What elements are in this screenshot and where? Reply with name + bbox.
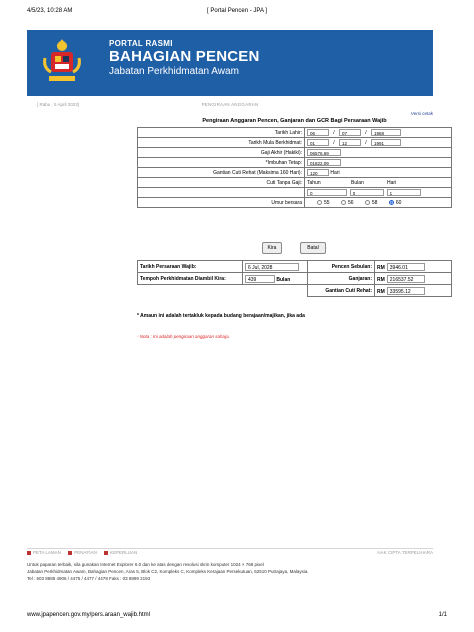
umur-55-radio[interactable] bbox=[317, 200, 322, 205]
footer-info bbox=[27, 561, 433, 582]
umur-58-radio[interactable] bbox=[365, 200, 370, 205]
note-anggaran: - Nota : Ini adalah pengiraan anggaran sahaja. bbox=[137, 334, 230, 339]
row-cuti-values bbox=[138, 188, 452, 198]
print-url: www.jpapencen.gov.my/pers.araan_wajib.html bbox=[27, 612, 150, 618]
print-page: 1/1 bbox=[438, 612, 447, 618]
cuti-tahun-input[interactable]: 0 bbox=[307, 189, 347, 196]
row-tarikh-lahir: Tarikh Lahir: 06 / 07 / 1968 bbox=[138, 128, 452, 138]
footer-line2: Jabatan Perkhidmatan Awam, Bahagian Pencen, Aras 5, Blok C2, Kompleks C, Kompleks Kerajaan Persekutuan, 62510 Putrajaya, Malaysia. bbox=[27, 569, 309, 574]
footer-link-peta[interactable]: PETA LAMAN bbox=[27, 550, 61, 555]
label-tarikh-lahir: Tarikh Lahir: bbox=[138, 128, 305, 138]
label-tempoh: Tempoh Perkhidmatan Diambil Kira: bbox=[138, 273, 243, 285]
umur-56-label: 56 bbox=[347, 199, 354, 206]
banner-line3: Jabatan Perkhidmatan Awam bbox=[109, 66, 239, 77]
crest-icon bbox=[43, 38, 81, 86]
umur-56-radio[interactable] bbox=[341, 200, 346, 205]
calc-form bbox=[137, 127, 452, 208]
print-datetime: 4/5/23, 10:28 AM bbox=[27, 8, 73, 14]
header-tahun: Tahun bbox=[307, 179, 321, 186]
batal-button[interactable]: Batal bbox=[300, 242, 326, 254]
row-persaraan bbox=[138, 261, 452, 273]
label-ganjaran: Ganjaran: bbox=[308, 273, 375, 285]
tempoh-value: 439 bbox=[245, 275, 275, 283]
currency-rm-1: RM bbox=[377, 264, 385, 271]
print-header bbox=[27, 8, 447, 20]
row-gaji-akhir bbox=[138, 148, 452, 158]
note-amaun: * Amaun ini adalah tertakluk kepada budang berajaan/majikan, jika ada bbox=[137, 313, 305, 319]
gcr-unit: Hari bbox=[330, 169, 340, 176]
pencen-value: 3946.01 bbox=[387, 263, 425, 271]
tarikh-persaraan-value: 6 Jul, 2028 bbox=[245, 263, 299, 271]
form-title: Pengiraan Anggaran Pencen, Ganjaran dan GCR Bagi Persaraan Wajib bbox=[202, 118, 387, 124]
row-imbuhan bbox=[138, 158, 452, 168]
bullet-icon bbox=[104, 551, 108, 555]
cuti-bulan-input[interactable]: 0 bbox=[350, 189, 384, 196]
row-cuti-header bbox=[138, 178, 452, 188]
row-tempoh bbox=[138, 273, 452, 285]
bullet-icon bbox=[27, 551, 31, 555]
label-umur: Umur bersara bbox=[138, 198, 305, 208]
cuti-hari-input[interactable]: 1 bbox=[387, 189, 421, 196]
mula-day-input[interactable]: 01 bbox=[307, 139, 329, 146]
currency-rm-2: RM bbox=[377, 276, 385, 283]
footer-line1: Untuk paparan terbaik, sila gunakan Internet Explorer 6.0 dan ke atas dengan resolusi skrin komputer 1024 × 768 pixel bbox=[27, 562, 264, 567]
banner-line2: BAHAGIAN PENCEN bbox=[109, 48, 260, 65]
section-title: PENGIRAAN ANGGARAN bbox=[201, 102, 259, 107]
currency-rm-3: RM bbox=[377, 288, 385, 295]
label-gcr: Gantian Cuti Rehat (Maksima 160 Hari): bbox=[138, 168, 305, 178]
tempoh-unit: Bulan bbox=[276, 276, 291, 283]
bullet-icon bbox=[68, 551, 72, 555]
label-cuti-tanpa-gaji: Cuti Tanpa Gaji: bbox=[138, 178, 305, 188]
footer-divider bbox=[27, 548, 433, 549]
imbuhan-input[interactable]: 01822.09 bbox=[307, 159, 341, 166]
lahir-month-input[interactable]: 07 bbox=[339, 129, 361, 136]
row-gcr-result bbox=[138, 285, 452, 297]
row-umur bbox=[138, 198, 452, 208]
copyright: HAK CIPTA TERPELIHARA bbox=[377, 550, 433, 555]
label-tarikh-persaraan: Tarikh Persaraan Wajib: bbox=[138, 261, 243, 273]
mula-year-input[interactable]: 1991 bbox=[371, 139, 401, 146]
print-version-link[interactable]: Versi cetak bbox=[410, 111, 433, 116]
label-tarikh-mula: Tarikh Mula Berkhidmat: bbox=[138, 138, 305, 148]
gaji-akhir-input[interactable]: 06576.69 bbox=[307, 149, 341, 156]
footer-link-keperluan[interactable]: KEPERLUAN bbox=[104, 550, 137, 555]
banner-line1: PORTAL RASMI bbox=[109, 39, 173, 48]
footer-link-penafian[interactable]: PENAFIAN bbox=[68, 550, 97, 555]
row-tarikh-mula: Tarikh Mula Berkhidmat: 01 / 12 / 1991 bbox=[138, 138, 452, 148]
lahir-year-input[interactable]: 1968 bbox=[371, 129, 401, 136]
header-bulan: Bulan bbox=[351, 179, 364, 186]
mula-month-input[interactable]: 12 bbox=[339, 139, 361, 146]
umur-58-label: 58 bbox=[371, 199, 378, 206]
umur-55-label: 55 bbox=[324, 199, 330, 206]
header-hari: Hari bbox=[387, 179, 397, 186]
row-gcr bbox=[138, 168, 452, 178]
umur-60-radio[interactable] bbox=[389, 200, 394, 205]
gcr-input[interactable]: 120 bbox=[307, 169, 329, 176]
gcr-result-value: 33595.12 bbox=[387, 287, 425, 295]
label-pencen: Pencen Sebulan: bbox=[308, 261, 375, 273]
umur-60-label: 60 bbox=[395, 199, 402, 206]
portal-banner bbox=[27, 30, 433, 96]
lahir-day-input[interactable]: 06 bbox=[307, 129, 329, 136]
results-table bbox=[137, 260, 452, 297]
ganjaran-value: 216537.52 bbox=[387, 275, 425, 283]
label-imbuhan: *Imbuhan Tetap: bbox=[138, 158, 305, 168]
footer-line3: Tel : 603 8885 4906 / 4475 / 4477 / 4478 Faks : 03 8889 2193 bbox=[27, 576, 151, 581]
label-gcr-result: Gantian Cuti Rehat: bbox=[308, 285, 375, 297]
label-gaji-akhir: Gaji Akhir (Hakiki): bbox=[138, 148, 305, 158]
footer-links bbox=[27, 550, 433, 555]
print-title: [ Portal Pencen - JPA ] bbox=[207, 8, 267, 14]
current-date: [ Rabu , 5 April 2023] bbox=[37, 102, 80, 107]
kira-button[interactable]: Kira bbox=[262, 242, 282, 254]
